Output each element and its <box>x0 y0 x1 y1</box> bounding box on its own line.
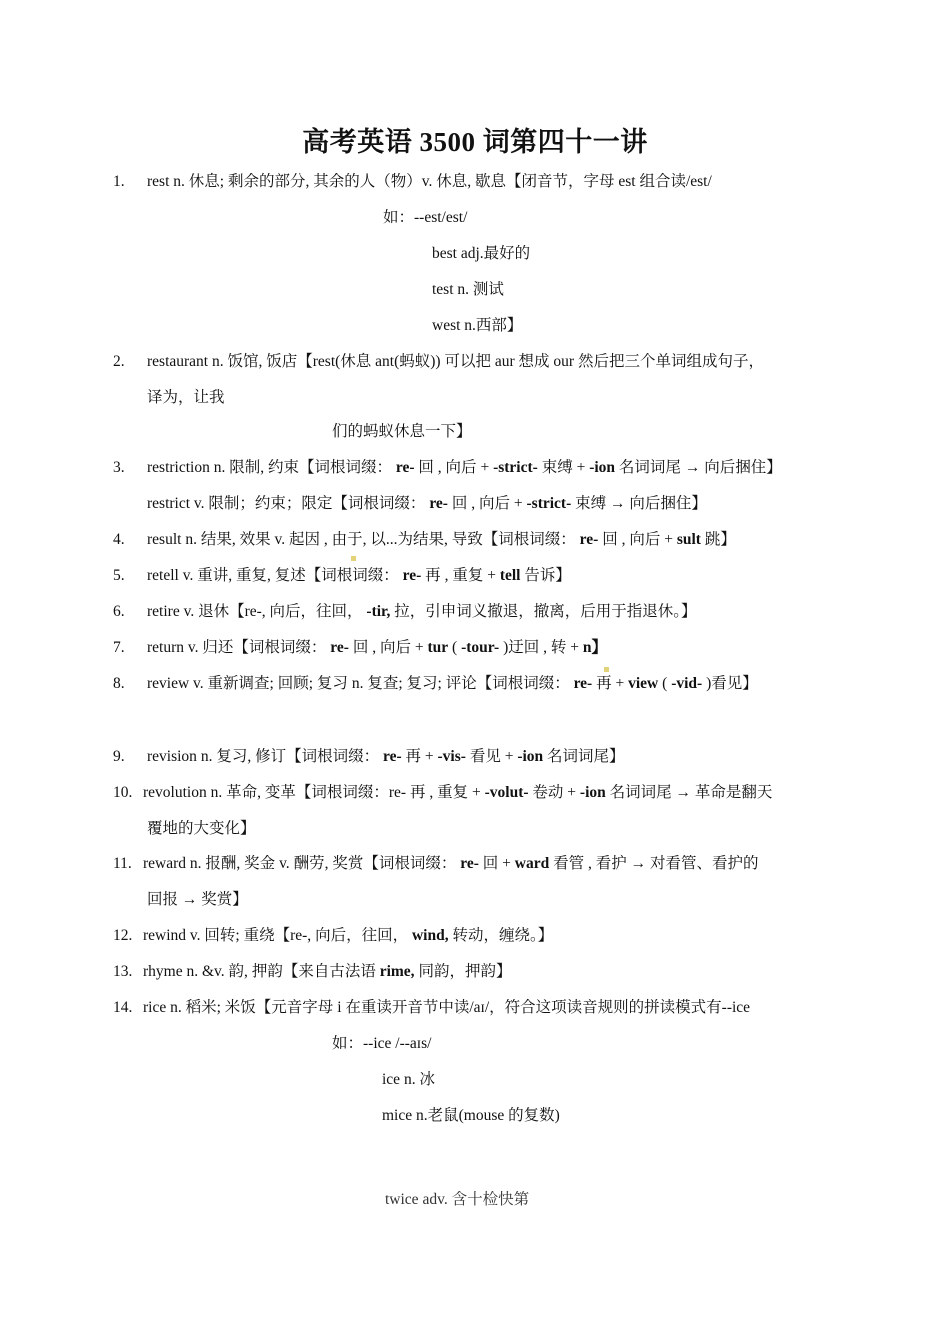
entry-line: reward n. 报酬, 奖金 v. 酬劳, 奖赏【词根词缀： re- 回 + ward 看管 , 看护 → 对看管、看护的 <box>143 855 759 872</box>
entry-number: 4. <box>113 531 125 548</box>
entry-line: test n. 测试 <box>432 281 504 298</box>
page-title: 高考英语 3500 词第四十一讲 <box>302 127 648 157</box>
entry-line: 如：--ice /--aɪs/ <box>332 1035 432 1052</box>
entry-line: revision n. 复习, 修订【词根词缀： re- 再 + -vis- 看见 + -ion 名词词尾】 <box>147 748 625 765</box>
entry-line: rice n. 稻米; 米饭【元音字母 i 在重读开音节中读/aɪ/，符合这项读音规则的拼读模式有--ice <box>143 999 751 1016</box>
entry-number: 7. <box>113 639 125 656</box>
entry-line: retell v. 重讲, 重复, 复述【词根词缀： re- 再 , 重复 + tell 告诉】 <box>147 567 571 584</box>
entry-line: review v. 重新调查; 回顾; 复习 n. 复查; 复习; 评论【词根词缀： re- 再 + view ( -vid- )看见】 <box>147 675 758 692</box>
entry-line: ice n. 冰 <box>382 1071 435 1088</box>
entry-line: return v. 归还【词根词缀： re- 回 , 向后 + tur ( -tour- )迂回 , 转 + n】 <box>147 639 608 656</box>
entry-line: rest n. 休息; 剩余的部分, 其余的人（物）v. 休息, 歇息【闭音节，字母 est 组合读/est/ <box>147 173 712 190</box>
entry-line: revolution n. 革命, 变革【词根词缀：re- 再 , 重复 + -volut- 卷动 + -ion 名词词尾 → 革命是翻天 <box>143 784 773 801</box>
entry-number: 2. <box>113 353 125 370</box>
entry-line: best adj.最好的 <box>432 245 531 262</box>
entry-line: 回报 → 奖赏】 <box>147 891 248 908</box>
entry-number: 12. <box>113 927 133 944</box>
entry-number: 14. <box>113 999 133 1016</box>
entry-line: retire v. 退休【re-, 向后，往回， -tir, 拉，引申词义撤退，撤离，后用于指退休。】 <box>147 603 697 620</box>
entry-number: 6. <box>113 603 125 620</box>
cut-off-text: twice adv. 含十检快第 <box>385 1191 530 1208</box>
entry-line: rhyme n. &v. 韵, 押韵【来自古法语 rime, 同韵，押韵】 <box>143 963 512 980</box>
entry-line: west n.西部】 <box>432 317 523 334</box>
entry-line: 译为，让我 <box>147 389 225 406</box>
entry-line: restrict v. 限制；约束；限定【词根词缀： re- 回 , 向后 + -strict- 束缚 → 向后捆住】 <box>147 495 707 512</box>
entry-number: 5. <box>113 567 125 584</box>
entry-line: restriction n. 限制, 约束【词根词缀： re- 回 , 向后 + -strict- 束缚 + -ion 名词词尾 → 向后捆住】 <box>147 459 782 476</box>
entry-line: 覆地的大变化】 <box>147 820 256 837</box>
entry-line: restaurant n. 饭馆, 饭店【rest(休息 ant(蚂蚁)) 可以把 aur 想成 our 然后把三个单词组成句子， <box>147 353 764 370</box>
entry-number: 1. <box>113 173 125 190</box>
cut-off-line <box>385 1184 585 1208</box>
entry-line: rewind v. 回转; 重绕【re-, 向后，往回， wind, 转动，缠绕。】 <box>143 927 554 944</box>
entry-number: 10. <box>113 784 133 801</box>
entry-number: 11. <box>113 855 132 872</box>
entry-line: result n. 结果, 效果 v. 起因 , 由于, 以...为结果, 导致【词根词缀： re- 回 , 向后 + sult 跳】 <box>147 531 736 548</box>
entry-line: mice n.老鼠(mouse 的复数) <box>382 1107 560 1124</box>
highlight-mark <box>604 667 609 672</box>
entry-number: 8. <box>113 675 125 692</box>
entry-number: 13. <box>113 963 133 980</box>
entry-line: 如：--est/est/ <box>383 209 468 226</box>
entry-number: 9. <box>113 748 125 765</box>
highlight-mark <box>351 556 356 561</box>
entry-number: 3. <box>113 459 125 476</box>
entry-line: 们的蚂蚁休息一下】 <box>332 423 472 440</box>
